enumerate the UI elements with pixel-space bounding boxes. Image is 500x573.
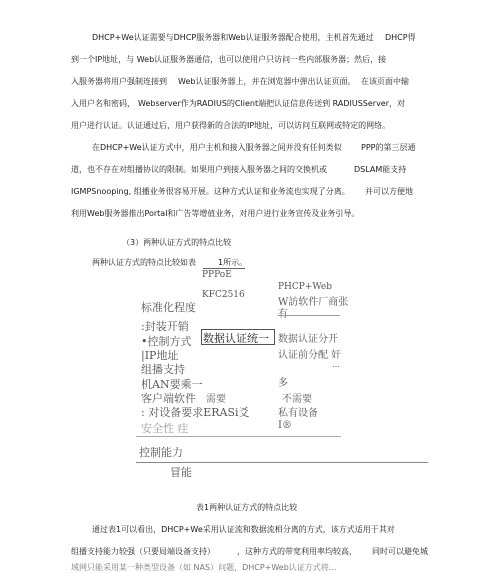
text-line: 在DHCP+We认证方式中，用户主机和接入服务器之间并没有任何类似: [92, 143, 342, 152]
col2-value: 私有设备: [278, 408, 318, 419]
table-rule-bottom: [136, 462, 428, 463]
text-line: DHCP+We认证需要与DHCP服务器和Web认证服务器配合使用，主机首先通过: [92, 33, 374, 42]
col2-value: 认证前分配 奸: [278, 350, 342, 361]
text-line: 组播支持能力较强（只要局端设备支持）: [71, 547, 215, 556]
text-line: 入用户名和密码，: [71, 99, 135, 108]
row-label: 组播支持: [141, 363, 185, 376]
row-label: :封装开销: [141, 320, 189, 333]
text-line: 用户进行认证。认证通过后，用户获得新的合法的IP地址，可以访问互联网或特定的网络。: [71, 121, 391, 130]
col2-header-3: [278, 305, 288, 320]
row-label: 机AN要乘一: [141, 378, 203, 391]
underline: [203, 268, 245, 269]
row-label: |IP地址: [141, 349, 179, 362]
text-line: 道，也不存在对组播协议的限制。如果用户到接入服务器之间的交换机或: [71, 165, 327, 174]
col2-value: …: [332, 360, 340, 369]
text-line: Web认证服务器上，并在浏览器中弹出认证页面。: [178, 77, 356, 86]
row-label: : 对设备要求ERASi爻: [141, 406, 250, 419]
text-line: 入服务器将用户强制连接到: [71, 77, 167, 86]
text-line: 并可以方便地: [365, 187, 413, 196]
row-label: 安全性 疰: [141, 422, 189, 435]
text-line: Webserver作为RADIUS的Client端把认证信息传送到 RADIUSServer，对: [138, 99, 406, 108]
text-line: PPP的第三层通: [361, 143, 416, 152]
row-label: 冒能: [170, 466, 192, 479]
text-line: 到一个IP地址，与 Web认证服务器通信，也可以使用户只访问一些内部服务器；然后，接: [71, 55, 387, 64]
row-label: 客户端软件: [141, 392, 196, 405]
col2-value: 不需要: [282, 394, 312, 405]
text-line: DSLAM能支持: [354, 165, 407, 174]
table-intro-ref: 1所示。: [218, 258, 248, 267]
text-line: 同时可以避免城: [372, 547, 428, 556]
col2-value: I®: [278, 420, 292, 431]
col2-header: PHCP+Web: [278, 282, 332, 292]
text-line: 域网只能采用某一种类型设备（如 NAS）问题，DHCP+Web认证方式将...: [71, 563, 337, 572]
col1-header-2: KFC2516: [202, 290, 245, 300]
col1-value: 需要: [206, 394, 226, 405]
text-line: 利用Web服务器推出Portal和广告等增值业务，对用户进行业务宣传及业务引导。: [71, 209, 360, 218]
row-label: •控制方式: [141, 335, 192, 348]
table-intro: 两种认证方式的特点比较如表: [92, 258, 196, 267]
col2-value: 多: [278, 378, 288, 389]
row-label: 标准化程度: [141, 301, 196, 314]
text-line: ，这种方式的带宽利用率均较高，: [237, 547, 357, 556]
table-rule: [136, 436, 341, 437]
text-line: 在该页面中输: [361, 77, 409, 86]
section-heading: （3）两种认证方式的特点比较: [122, 238, 232, 247]
table-caption: 表1两种认证方式的特点比较: [196, 503, 298, 512]
center-value: 数据认证统一: [203, 332, 269, 345]
header-rule: [278, 315, 340, 316]
text-line: 通过表1可以看出，DHCP+We采用认证流和数据流相分离的方式，该方式适用于其对: [92, 525, 395, 534]
col2-value: 数据认证分开: [278, 334, 338, 345]
text-line: DHCP得: [385, 33, 416, 42]
row-label: 控制能力: [139, 446, 183, 459]
text-line: IGMPSnooping, 组播业务很容易开展。这种方式认证和业务流也实现了分离。: [71, 187, 350, 196]
col1-header: PPPoE: [202, 270, 232, 280]
col2-header-2: W訪软件厂商张: [278, 297, 349, 308]
